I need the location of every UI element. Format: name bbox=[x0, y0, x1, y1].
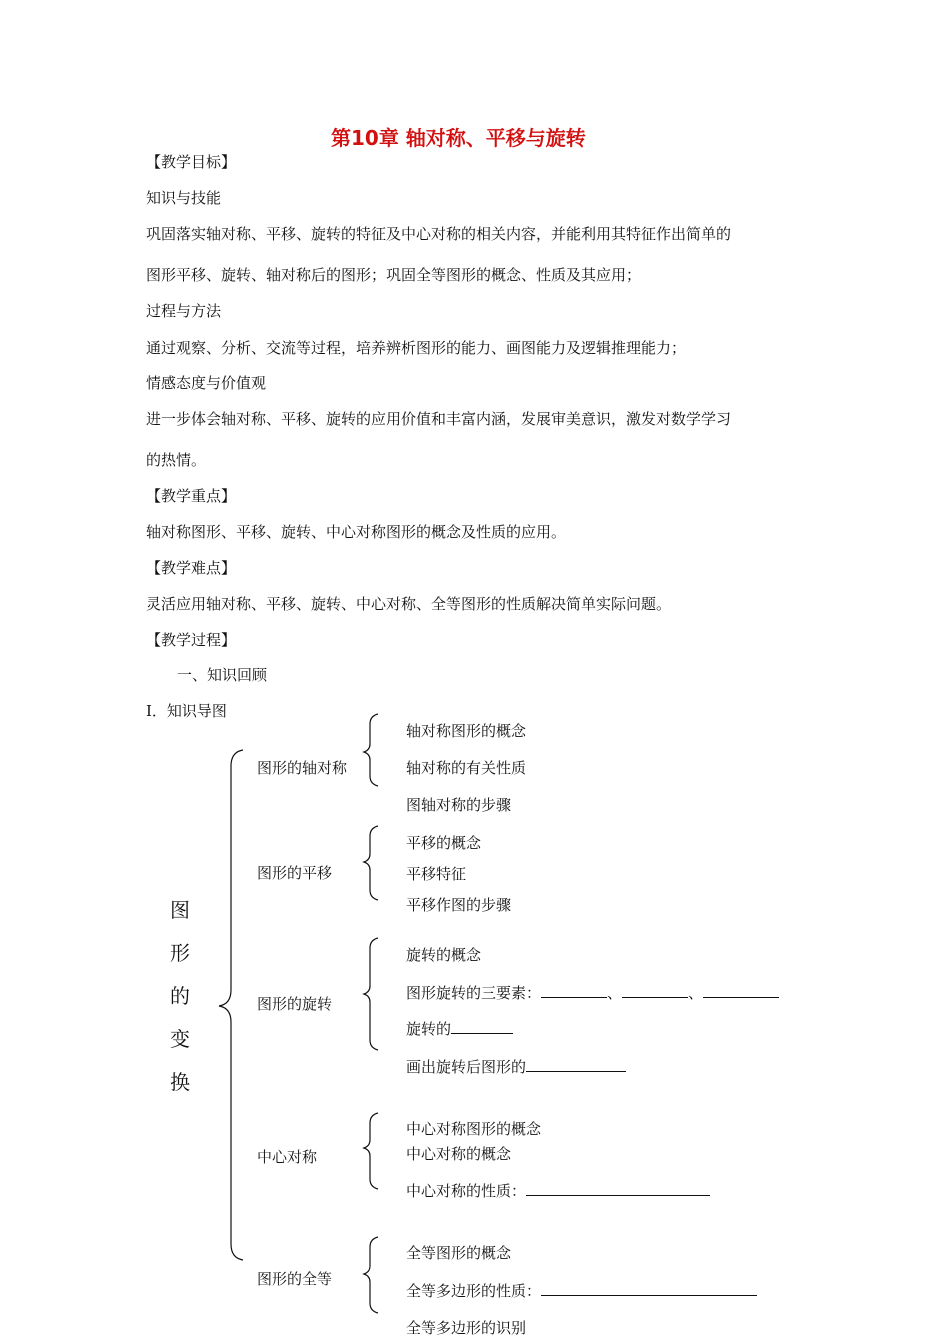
leaf-rotation-draw bbox=[406, 1057, 626, 1077]
big-brace bbox=[219, 750, 243, 1260]
knowledge-line-2: 图形平移、旋转、轴对称后的图形；巩固全等图形的概念、性质及其应用； bbox=[146, 266, 642, 284]
process-section-heading: 【教学过程】 bbox=[146, 631, 237, 649]
leaf-translation-features: 平移特征 bbox=[406, 865, 467, 883]
branch-label-translation: 图形的平移 bbox=[257, 864, 333, 882]
separator: 、 bbox=[688, 984, 704, 1002]
leaf-translation-concept: 平移的概念 bbox=[406, 834, 482, 852]
leaf-congruent-properties-label: 全等多边形的性质： bbox=[406, 1282, 542, 1300]
leaf-rotation-elements bbox=[406, 983, 779, 1003]
emotion-line-2: 的热情。 bbox=[146, 451, 207, 469]
leaf-rotation-elements-label: 图形旋转的三要素： bbox=[406, 984, 542, 1002]
difficulty-text: 灵活应用轴对称、平移、旋转、中心对称、全等图形的性质解决简单实际问题。 bbox=[146, 595, 672, 613]
separator: 、 bbox=[607, 984, 623, 1002]
brace-translation bbox=[364, 826, 378, 900]
blank-line bbox=[451, 1019, 513, 1034]
root-char-3: 的 bbox=[170, 984, 190, 1008]
leaf-axis-properties: 轴对称的有关性质 bbox=[406, 759, 527, 777]
leaf-rotation-draw-label: 画出旋转后图形的 bbox=[406, 1058, 527, 1076]
brace-central-symmetry bbox=[364, 1113, 378, 1189]
blank-line bbox=[526, 1181, 710, 1196]
leaf-congruent-identification: 全等多边形的识别 bbox=[406, 1319, 527, 1337]
blank-line bbox=[703, 983, 779, 998]
leaf-translation-steps: 平移作图的步骤 bbox=[406, 896, 512, 914]
branch-label-central-symmetry: 中心对称 bbox=[257, 1148, 318, 1166]
branch-label-rotation: 图形的旋转 bbox=[257, 995, 333, 1013]
leaf-central-properties bbox=[406, 1181, 710, 1201]
leaf-rotation-property bbox=[406, 1019, 513, 1039]
difficulty-heading: 【教学难点】 bbox=[146, 559, 237, 577]
blank-line bbox=[541, 1281, 757, 1296]
process-line: 通过观察、分析、交流等过程，培养辨析图形的能力、画图能力及逻辑推理能力； bbox=[146, 339, 687, 357]
leaf-rotation-concept: 旋转的概念 bbox=[406, 946, 482, 964]
brace-axis-symmetry bbox=[364, 714, 378, 786]
blank-line bbox=[541, 983, 607, 998]
root-char-2: 形 bbox=[170, 941, 190, 965]
root-char-4: 变 bbox=[170, 1027, 190, 1051]
branch-label-axis-symmetry: 图形的轴对称 bbox=[257, 759, 348, 777]
root-char-5: 换 bbox=[170, 1070, 190, 1094]
root-char-1: 图 bbox=[170, 898, 190, 922]
knowledge-line-1: 巩固落实轴对称、平移、旋转的特征及中心对称的相关内容，并能利用其特征作出简单的 bbox=[146, 225, 732, 243]
goals-heading: 【教学目标】 bbox=[146, 153, 237, 171]
page-title: 第10章 轴对称、平移与旋转 bbox=[331, 126, 586, 150]
blank-line bbox=[622, 983, 688, 998]
brace-congruence bbox=[364, 1237, 378, 1313]
leaf-central-figure-concept: 中心对称图形的概念 bbox=[406, 1120, 542, 1138]
leaf-central-properties-label: 中心对称的性质： bbox=[406, 1182, 527, 1200]
leaf-congruent-properties bbox=[406, 1281, 757, 1301]
leaf-rotation-property-label: 旋转的 bbox=[406, 1020, 452, 1038]
process-heading: 过程与方法 bbox=[146, 302, 222, 320]
leaf-axis-steps: 图轴对称的步骤 bbox=[406, 796, 512, 814]
leaf-axis-concept: 轴对称图形的概念 bbox=[406, 722, 527, 740]
key-text: 轴对称图形、平移、旋转、中心对称图形的概念及性质的应用。 bbox=[146, 523, 567, 541]
brace-rotation bbox=[364, 938, 378, 1050]
branch-label-congruence: 图形的全等 bbox=[257, 1270, 333, 1288]
knowledge-heading: 知识与技能 bbox=[146, 189, 222, 207]
leaf-central-concept: 中心对称的概念 bbox=[406, 1145, 512, 1163]
knowledge-review-heading: 一、知识回顾 bbox=[177, 666, 268, 684]
leaf-congruent-concept: 全等图形的概念 bbox=[406, 1244, 512, 1262]
emotion-heading: 情感态度与价值观 bbox=[146, 374, 267, 392]
key-heading: 【教学重点】 bbox=[146, 487, 237, 505]
emotion-line-1: 进一步体会轴对称、平移、旋转的应用价值和丰富内涵，发展审美意识，激发对数学学习 bbox=[146, 410, 732, 428]
blank-line bbox=[526, 1057, 626, 1072]
mindmap-heading: I．知识导图 bbox=[146, 702, 227, 720]
